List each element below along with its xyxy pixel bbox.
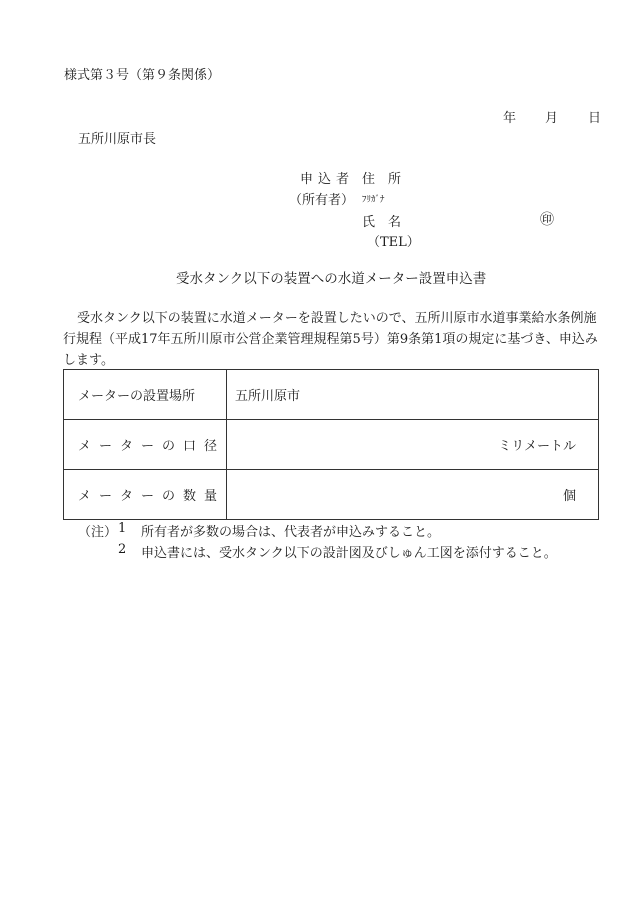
document-title: 受水タンク以下の装置への水道メーター設置申込書 bbox=[176, 271, 487, 287]
table-row bbox=[64, 420, 599, 470]
addressee: 五所川原市長 bbox=[78, 132, 157, 147]
note-text: 申込書には、受水タンク以下の設計図及びしゅん工図を添付すること。 bbox=[141, 546, 557, 561]
body-text: 受水タンク以下の装置に水道メーターを設置したいので、五所川原市水道事業給水条例施行規程（平成17年五所川原市公営企業管理規程第5号）第9条第1項の規定に基づき、申込みします。 bbox=[63, 311, 598, 368]
row-label-quantity: メーターの数量 bbox=[64, 470, 227, 520]
form-number: 様式第３号（第９条関係） bbox=[64, 68, 221, 83]
furigana-label: ﾌﾘｶﾞﾅ bbox=[362, 195, 385, 205]
seal-mark: ㊞ bbox=[540, 212, 554, 228]
row-value-quantity: 個 bbox=[227, 470, 599, 520]
row-value-location: 五所川原市 bbox=[227, 370, 599, 420]
date-year-label: 年 bbox=[503, 111, 517, 126]
row-label-location: メーターの設置場所 bbox=[64, 370, 227, 420]
table-row bbox=[64, 470, 599, 520]
owner-label: （所有者） bbox=[289, 193, 355, 208]
date-month-label: 月 bbox=[545, 111, 559, 126]
applicant-label: 申込者 bbox=[300, 172, 355, 187]
date-day-label: 日 bbox=[588, 111, 602, 126]
notes-header: （注） bbox=[78, 525, 118, 540]
table-row bbox=[64, 370, 599, 420]
body-paragraph bbox=[63, 308, 603, 371]
meter-table bbox=[63, 369, 599, 520]
tel-label: （TEL） bbox=[367, 235, 420, 250]
row-value-diameter: ミリメートル bbox=[227, 420, 599, 470]
note-text: 所有者が多数の場合は、代表者が申込みすること。 bbox=[141, 525, 441, 540]
address-label: 住 所 bbox=[362, 172, 402, 187]
name-label: 氏 名 bbox=[362, 215, 402, 230]
row-label-diameter: メーターの口径 bbox=[64, 420, 227, 470]
note-number: 2 bbox=[118, 542, 127, 557]
note-number: 1 bbox=[118, 521, 127, 536]
